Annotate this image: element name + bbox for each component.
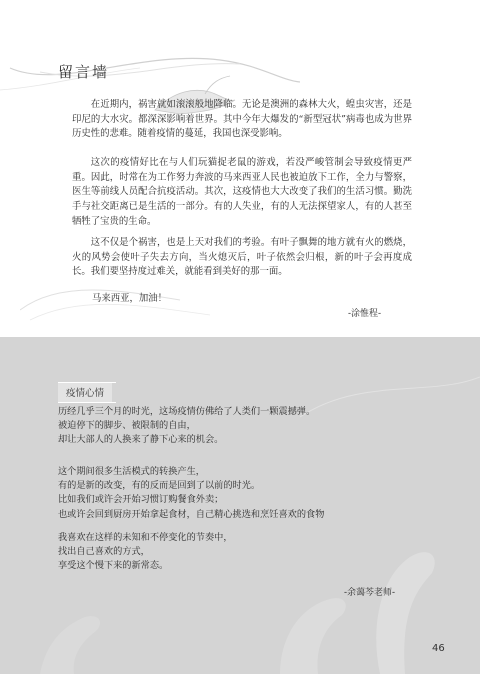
poem-line: 有的是新的改变，有的反而是回到了以前的时光。 [58,480,261,492]
poem-line: 被迫停下的脚步、被限制的自由， [58,420,196,432]
poem-title: 疫情心情 [58,382,112,402]
guestbook-paragraph-1: 在近期内，祸害就如滚滚般地降临。无论是澳洲的森林大火，蝗虫灾害，还是印尼的大水灾。都深深影响着世界。其中今年大爆发的“新型冠状”病毒也成为世界历史性的悲难。随着疫情的蔓延，我国也深受影响。 [72,99,412,140]
guestbook-paragraph-2: 这次的疫情好比在与人们玩猫捉老鼠的游戏，若没严峻管制会导致疫情更严重。因此，时常在为工作努力奔波的马来西亚人民也被迫放下工作，全力与警察，医生等前线人员配合抗疫活动。其次，这疫情也大大改变了我们的生活习惯。勤洗手与社交距离已是生活的一部分。有的人失业，有的人无法探望家人，有的人甚至牺牲了宝贵的生命。 [72,157,412,227]
guestbook-paragraph-3: 这不仅是个祸害，也是上天对我们的考验。有叶子飘舞的地方就有火的燃烧，火的风势会使叶子失去方向，当火熄灭后，叶子依然会归根，新的叶子会再度成长。我们要坚持度过难关，就能看到美好的那一面。 [72,237,412,278]
poem-line: 找出自己喜欢的方式， [58,546,150,558]
poem-stanza-2 [58,465,438,522]
guestbook-cheer: 马来西亚，加油！ [92,293,168,304]
poem-line: 比如我们或许会开始习惯订购餐食外卖； [58,494,224,506]
poem-author: -余蔼芩老师- [344,588,396,598]
poem-line: 却让大部人的人换来了静下心来的机会。 [58,434,224,446]
poem-line: 我喜欢在这样的未知和不停变化的节奏中， [58,532,233,543]
guestbook-author: -涂惟程- [348,309,382,319]
page-number: 46 [432,643,445,654]
poem-line: 享受这个慢下来的新常态。 [58,560,169,572]
poem-line: 历经几乎三个月的时光，这场疫情仿佛给了人类们一颗震撼弹。 [58,406,316,417]
poem-stanza-3 [58,531,438,574]
poem-line: 也或许会回到厨房开始拿起食材，自己精心挑选和烹饪喜欢的食物 [58,508,325,520]
poem-stanza-1 [58,405,438,448]
guestbook-title: 留言墙 [58,63,110,81]
poem-line: 这个期间很多生活模式的转换产生， [58,466,205,477]
